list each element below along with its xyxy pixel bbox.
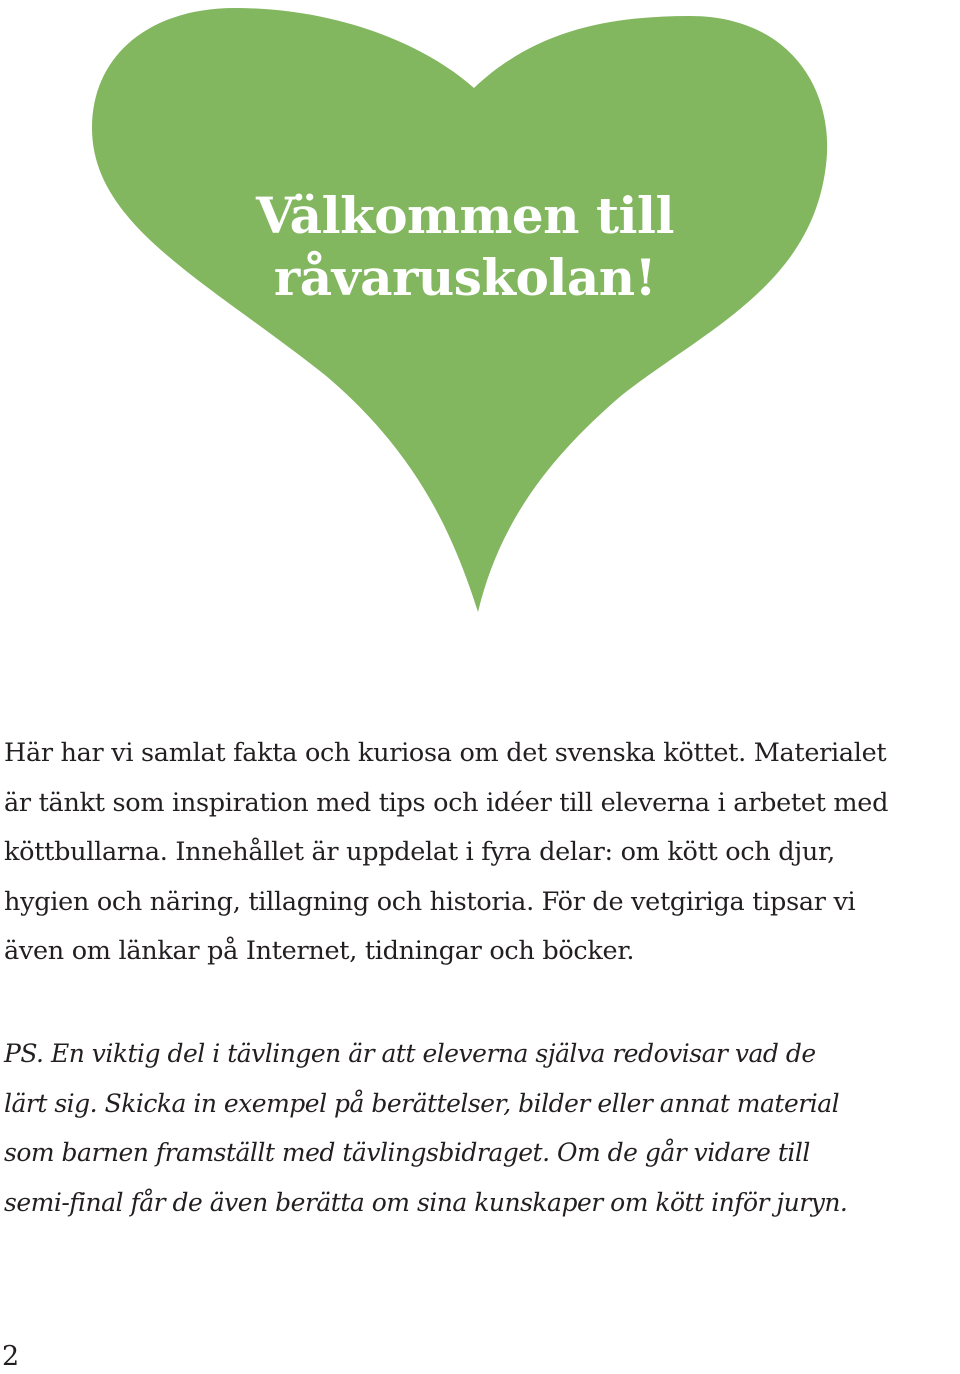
ps-line: lärt sig. Skicka in exempel på berättelser, bilder eller annat material bbox=[4, 1088, 840, 1118]
welcome-heading bbox=[185, 185, 745, 309]
welcome-heading-line-1: Välkommen till bbox=[255, 186, 675, 245]
green-heart-graphic bbox=[0, 0, 960, 640]
intro-line: köttbullarna. Innehållet är uppdelat i fyra delar: om kött och djur, bbox=[4, 837, 835, 867]
ps-paragraph bbox=[4, 1029, 956, 1227]
ps-line: semi-final får de även berätta om sina kunskaper om kött inför juryn. bbox=[4, 1187, 848, 1217]
intro-line: även om länkar på Internet, tidningar och böcker. bbox=[4, 936, 635, 966]
ps-line: PS. En viktig del i tävlingen är att eleverna själva redovisar vad de bbox=[4, 1039, 816, 1068]
heart-shape bbox=[92, 8, 827, 612]
intro-line: är tänkt som inspiration med tips och idéer till eleverna i arbetet med bbox=[4, 787, 889, 818]
intro-line: hygien och näring, tillagning och historia. För de vetgiriga tipsar vi bbox=[4, 886, 856, 917]
intro-paragraph bbox=[4, 729, 956, 977]
intro-line: Här har vi samlat fakta och kuriosa om det svenska köttet. Materialet bbox=[4, 738, 887, 768]
page-number: 2 bbox=[2, 1341, 20, 1372]
welcome-heading-line-2: råvaruskolan! bbox=[273, 248, 657, 307]
ps-line: som barnen framställt med tävlingsbidraget. Om de går vidare till bbox=[4, 1138, 810, 1167]
